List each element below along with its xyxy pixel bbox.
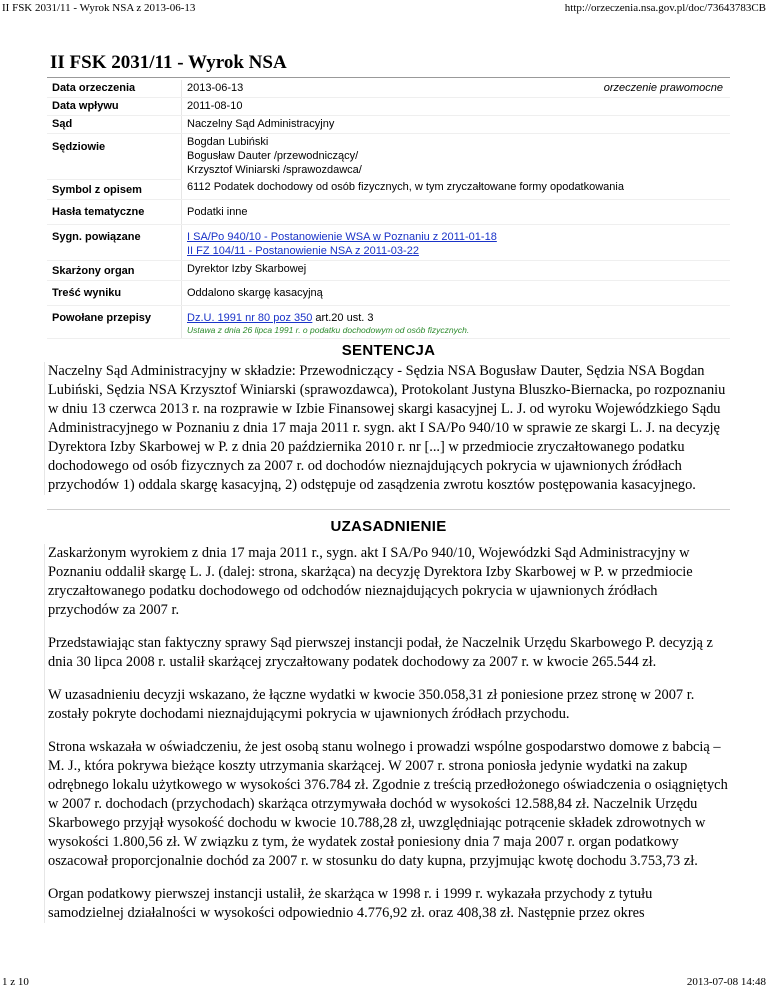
title-divider	[47, 77, 730, 78]
paragraph: W uzasadnieniu decyzji wskazano, że łączne wydatki w kwocie 350.058,31 zł poniesione przez stronę w 2007 r. zostały pokryte dochodami nieznajdującymi pokrycia w ujawnionych źródłach przychodu.	[48, 686, 695, 722]
meta-value: Dyrektor Izby Skarbowej	[182, 260, 731, 280]
meta-label: Powołane przepisy	[47, 305, 182, 338]
meta-value	[182, 134, 731, 180]
meta-row-data-wplywu	[47, 98, 730, 116]
print-timestamp: 2013-07-08 14:48	[686, 976, 766, 988]
metadata-table	[47, 80, 730, 339]
sentencja-section	[44, 362, 730, 495]
page-title: II FSK 2031/11 - Wyrok NSA	[50, 52, 287, 73]
meta-row-organ	[47, 260, 730, 280]
meta-label: Treść wyniku	[47, 280, 182, 305]
meta-label: Symbol z opisem	[47, 179, 182, 199]
legal-act-link[interactable]: Dz.U. 1991 nr 80 poz 350	[187, 311, 313, 324]
paragraph: Strona wskazała w oświadczeniu, że jest osobą stanu wolnego i prowadzi wspólne gospodarstwo domowe z babcią – M. J., która pokrywa bieżące koszty utrzymania skarżącej. W 2007 r. strona poniosła jedynie wydatki na zakup odrębnego lokalu użytkowego w wysokości 376.784 zł. Zgodnie z treścią przedłożonego oświadczenia o osiągniętych w 2007 r. dochodach (przychodach) skarżąca otrzymywała dochód w wysokości 12.588,84 zł. Naczelnik Urzędu Skarbowego przyjął wysokość dochodu w kwocie 10.788,28 zł, uwzględniając potrącenie składek zdrowotnych w wysokości 1.800,56 zł. W związku z tym, że wydatek został poniesiony dnia 7 maja 2007 r. organ podatkowy oszacował proporcjonalnie dochód za 2007 r. w stosunku do daty kupna, przyjmując kwotę dochodu 3.753,73 zł.	[48, 738, 728, 869]
meta-label: Skarżony organ	[47, 260, 182, 280]
meta-value	[182, 80, 731, 98]
meta-value: Naczelny Sąd Administracyjny	[182, 116, 731, 134]
meta-value: Oddalono skargę kasacyjną	[182, 280, 731, 305]
meta-row-przepisy	[47, 305, 730, 338]
meta-row-sad	[47, 116, 730, 134]
meta-row-symbol	[47, 179, 730, 199]
meta-label: Sędziowie	[47, 134, 182, 180]
meta-date-value: 2013-06-13	[187, 82, 244, 94]
meta-label: Data orzeczenia	[47, 80, 182, 98]
related-case-link[interactable]: II FZ 104/11 - Postanowienie NSA z 2011-03-22	[187, 244, 419, 257]
meta-row-tresc	[47, 280, 730, 305]
meta-value	[182, 224, 731, 260]
meta-row-sedziowie	[47, 134, 730, 180]
meta-row-hasla	[47, 199, 730, 224]
meta-label: Sąd	[47, 116, 182, 134]
meta-label: Hasła tematyczne	[47, 199, 182, 224]
meta-value: 6112 Podatek dochodowy od osób fizycznych, w tym zryczałtowane formy opodatkowania	[182, 179, 731, 199]
status-badge: orzeczenie prawomocne	[603, 82, 723, 94]
meta-row-data-orzeczenia	[47, 80, 730, 98]
legal-act-article: art.20 ust. 3	[312, 311, 374, 324]
sentencja-text: Naczelny Sąd Administracyjny w składzie: Przewodniczący - Sędzia NSA Bogusław Dauter, Sędzia NSA Bogdan Lubiński, Sędzia NSA Krzysztof Winiarski (sprawozdawca), Protokolant Justyna Bluszko-Biernacka, po rozpoznaniu w dniu 13 czerwca 2013 r. na rozprawie w Izbie Finansowej skargi kasacyjnej L. J. od wyroku Wojewódzkiego Sądu Administracyjnego w Poznaniu z dnia 17 maja 2011 r. sygn. akt I SA/Po 940/10 w sprawie ze skargi L. J. na decyzję Dyrektora Izby Skarbowej w P. z dnia 20 października 2010 r. nr [...] w przedmiocie zryczałtowanego podatku dochodowego od osób fizycznych za 2007 r. od dochodów nieznajdujących pokrycia w ujawnionych źródłach przychodów 1) oddala skargę kasacyjną, 2) odstępuje od zasądzenia zwrotu kosztów postępowania kasacyjnego.	[48, 362, 726, 493]
meta-label: Data wpływu	[47, 98, 182, 116]
meta-value	[182, 305, 731, 338]
print-header-url: http://orzeczenia.nsa.gov.pl/doc/73643783CB	[564, 2, 766, 14]
uzasadnienie-section	[44, 544, 730, 923]
print-footer	[0, 974, 768, 994]
paragraph: Przedstawiając stan faktyczny sprawy Sąd pierwszej instancji podał, że Naczelnik Urzędu Skarbowego P. decyzją z dnia 30 lipca 2008 r. ustalił skarżącej zryczałtowany podatek dochodowy za 2007 r. w kwocie 265.544 zł.	[48, 634, 713, 670]
judge-name: Krzysztof Winiarski /sprawozdawca/	[187, 164, 362, 176]
print-header-title: II FSK 2031/11 - Wyrok NSA z 2013-06-13	[2, 2, 196, 14]
meta-row-sygn	[47, 224, 730, 260]
judge-name: Bogdan Lubiński	[187, 136, 269, 148]
related-case-link[interactable]: I SA/Po 940/10 - Postanowienie WSA w Poznaniu z 2011-01-18	[187, 230, 497, 243]
section-heading-uzasadnienie: UZASADNIENIE	[330, 517, 447, 535]
page-counter: 1 z 10	[2, 976, 29, 988]
print-header	[0, 0, 768, 20]
document-content	[47, 50, 730, 937]
meta-value: Podatki inne	[182, 199, 731, 224]
section-heading-sentencja: SENTENCJA	[341, 341, 436, 359]
meta-value: 2011-08-10	[182, 98, 731, 116]
paragraph: Organ podatkowy pierwszej instancji ustalił, że skarżąca w 1998 r. i 1999 r. wykazała przychody z tytułu samodzielnej działalności w wysokości odpowiednio 4.776,92 zł. oraz 408,38 zł. Następnie przez okres	[48, 885, 653, 921]
meta-label: Sygn. powiązane	[47, 224, 182, 260]
paragraph: Zaskarżonym wyrokiem z dnia 17 maja 2011 r., sygn. akt I SA/Po 940/10, Wojewódzki Sąd Administracyjny w Poznaniu oddalił skargę L. J. (dalej: strona, skarżąca) na decyzję Dyrektora Izby Skarbowej w P. w przedmiocie zryczałtowanego podatku dochodowego od odchodów nieznajdujących pokrycia w ujawnionych źródłach przychodów za 2007 r.	[48, 544, 693, 618]
legal-act-title: Ustawa z dnia 26 lipca 1991 r. o podatku dochodowym od osób fizycznych.	[187, 324, 470, 335]
section-divider	[47, 509, 730, 510]
judge-name: Bogusław Dauter /przewodniczący/	[187, 150, 359, 162]
